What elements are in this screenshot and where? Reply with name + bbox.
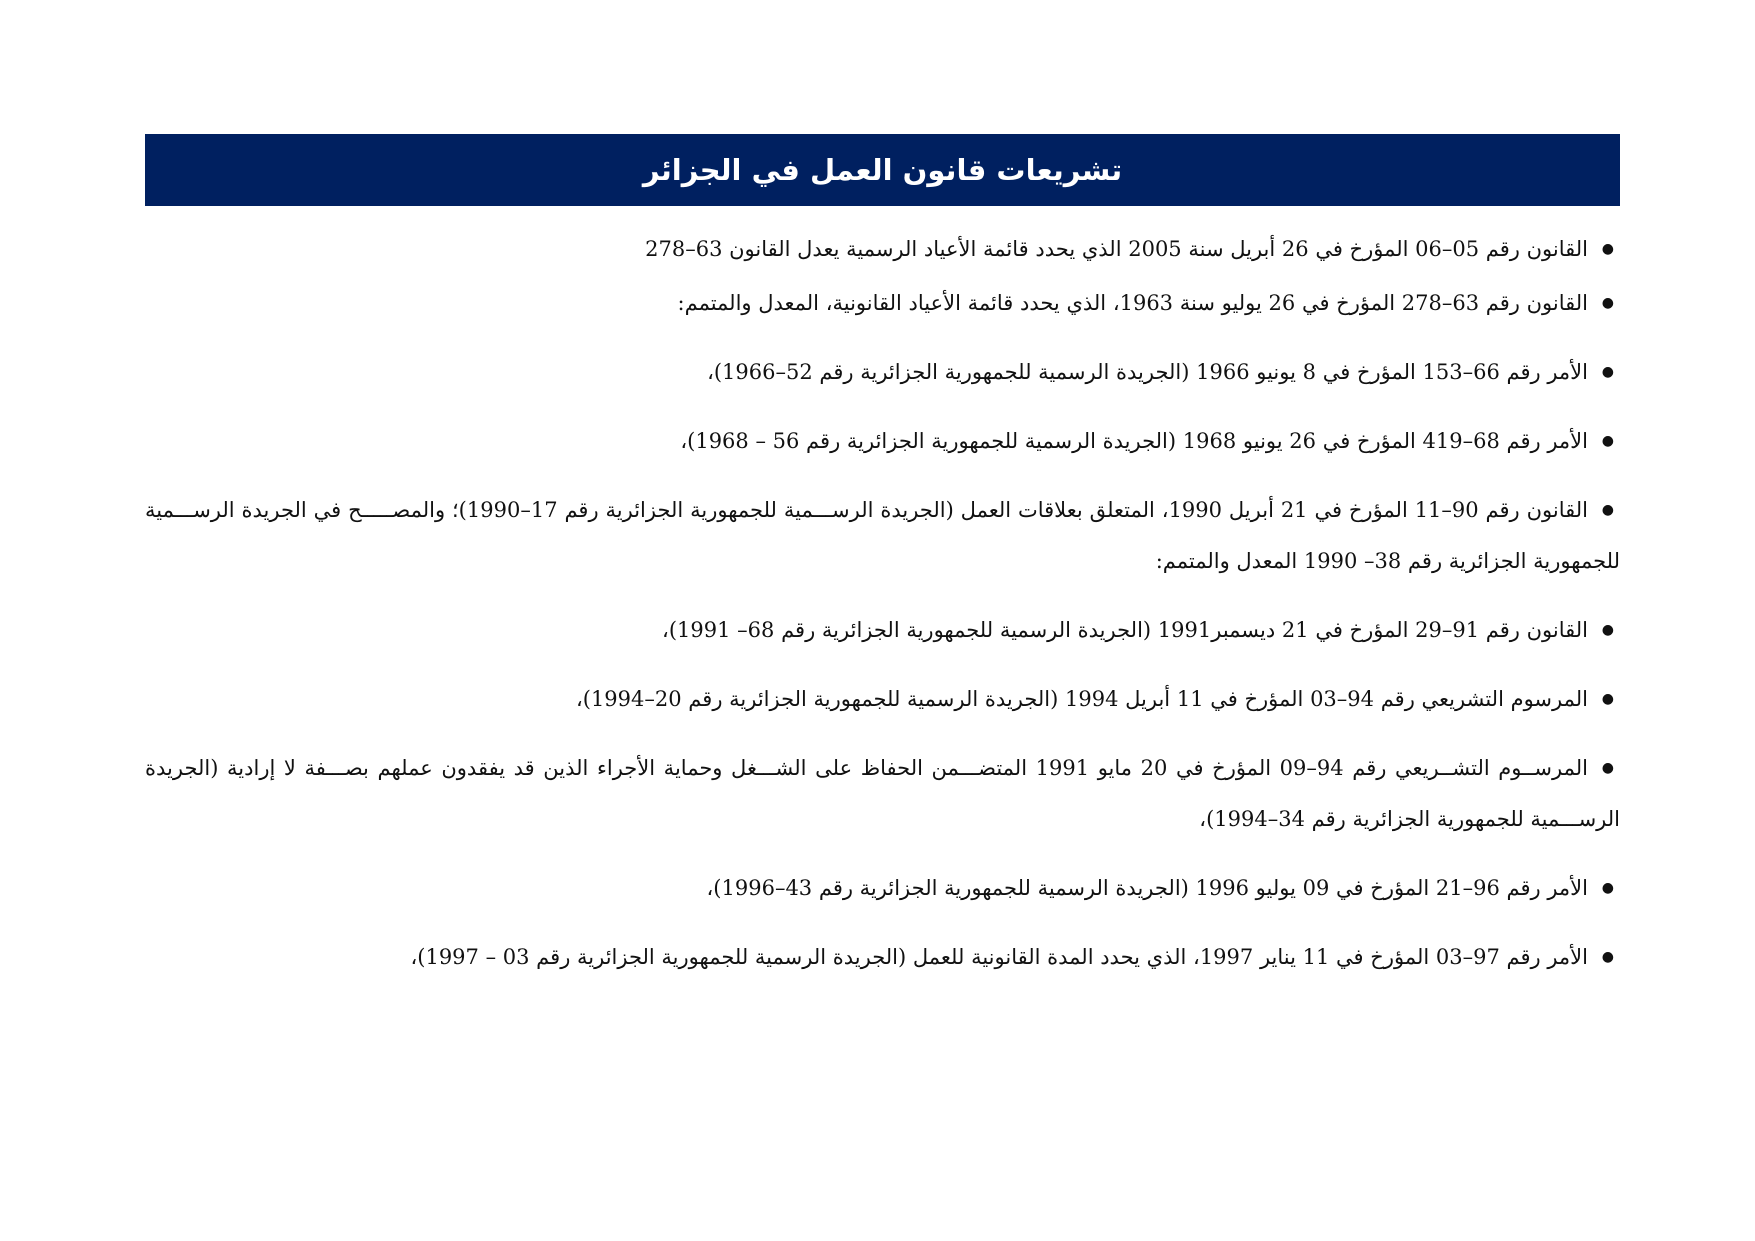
bullet-icon: ● — [1601, 622, 1614, 638]
list-item — [145, 932, 1620, 983]
list-item — [145, 863, 1620, 914]
list-item-text: القانون رقم 05–06 المؤرخ في 26 أبريل سنة 2005 الذي يحدد قائمة الأعياد الرسمية يعدل القانون 63–278 — [645, 237, 1588, 261]
list-item — [145, 347, 1620, 398]
list-item — [145, 743, 1620, 845]
list-item-text: الأمر رقم 68–419 المؤرخ في 26 يونيو 1968 (الجريدة الرسمية للجمهورية الجزائرية رقم 56 – 1968)، — [680, 429, 1588, 453]
list-item-text: المرســوم التشــريعي رقم 94–09 المؤرخ في 20 مايو 1991 المتضـــمن الحفاظ على الشـــغل وحماية الأجراء الذين قد يفقدون عملهم بصـــفة لا إرادية (الجريدة الرســـمية للجمهورية الجزائرية رقم 34–1994)، — [145, 756, 1620, 831]
list-item-text: القانون رقم 91–29 المؤرخ في 21 ديسمبر1991 (الجريدة الرسمية للجمهورية الجزائرية رقم 68– 1991)، — [662, 618, 1588, 642]
list-item — [145, 605, 1620, 656]
legislation-list — [145, 224, 1620, 983]
bullet-icon: ● — [1601, 295, 1614, 311]
list-item-text: الأمر رقم 97–03 المؤرخ في 11 يناير 1997، الذي يحدد المدة القانونية للعمل (الجريدة الرسمية للجمهورية الجزائرية رقم 03 – 1997)، — [410, 945, 1588, 969]
list-item — [145, 416, 1620, 467]
list-item-text: الأمر رقم 96–21 المؤرخ في 09 يوليو 1996 (الجريدة الرسمية للجمهورية الجزائرية رقم 43–1996)، — [706, 876, 1588, 900]
list-item-text: القانون رقم 63–278 المؤرخ في 26 يوليو سنة 1963، الذي يحدد قائمة الأعياد القانونية، المعدل والمتمم: — [677, 291, 1588, 315]
list-item — [145, 224, 1620, 275]
bullet-icon: ● — [1601, 364, 1614, 380]
page-title: تشريعات قانون العمل في الجزائر — [642, 152, 1123, 187]
title-banner — [145, 134, 1620, 206]
list-item-text: الأمر رقم 66–153 المؤرخ في 8 يونيو 1966 (الجريدة الرسمية للجمهورية الجزائرية رقم 52–1966)، — [707, 360, 1588, 384]
bullet-icon: ● — [1601, 241, 1614, 257]
list-item — [145, 674, 1620, 725]
list-item-text: المرسوم التشريعي رقم 94–03 المؤرخ في 11 أبريل 1994 (الجريدة الرسمية للجمهورية الجزائرية رقم 20–1994)، — [575, 687, 1588, 711]
bullet-icon: ● — [1601, 880, 1614, 896]
document-page — [145, 134, 1620, 983]
bullet-icon: ● — [1601, 433, 1614, 449]
bullet-icon: ● — [1601, 949, 1614, 965]
list-item — [145, 485, 1620, 587]
list-item — [145, 278, 1620, 329]
bullet-icon: ● — [1601, 502, 1614, 518]
list-item-text: القانون رقم 90–11 المؤرخ في 21 أبريل 1990، المتعلق بعلاقات العمل (الجريدة الرســـمية للجمهورية الجزائرية رقم 17–1990)؛ والمصـــــح في الجريدة الرســـمية للجمهورية الجزائرية رقم 38– 1990 المعدل والمتمم: — [145, 498, 1620, 573]
bullet-icon: ● — [1601, 691, 1614, 707]
bullet-icon: ● — [1601, 760, 1614, 776]
